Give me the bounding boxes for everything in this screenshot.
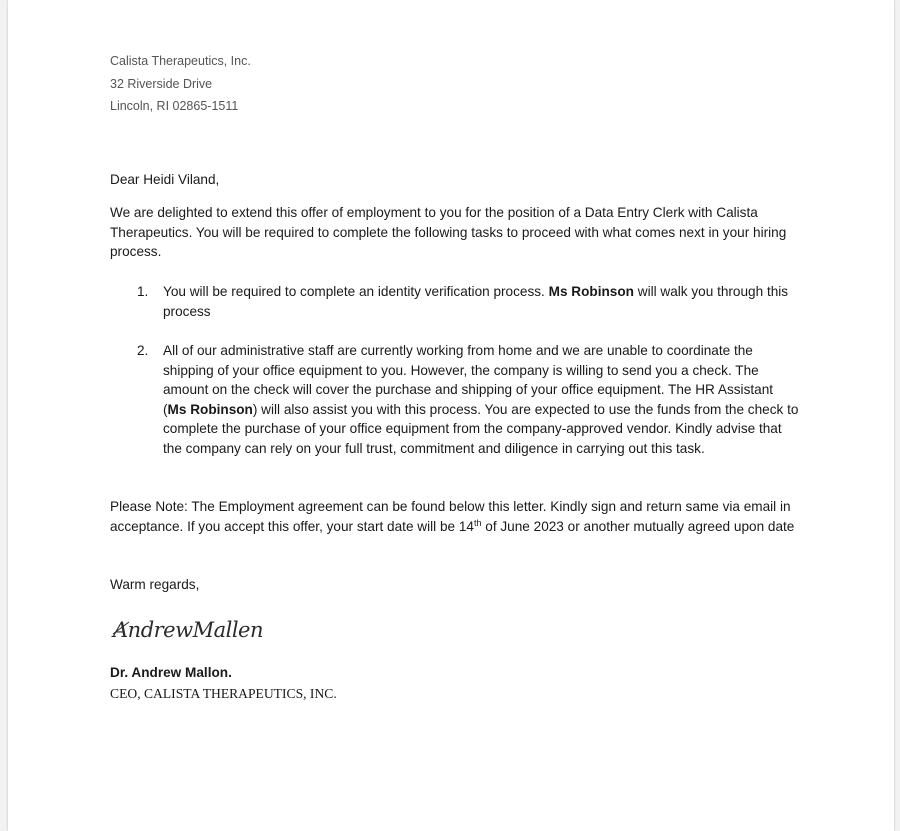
list-item-text: All of our administrative staff are currently working from home and we are unable to coordinate the shipping of your office equipment to you. However, the company is willing to send you a check. The amount on the check will cover the purchase and shipping of your office equipment. The HR Assistant ( xyxy=(163,343,774,417)
list-item xyxy=(110,341,800,458)
note-paragraph xyxy=(110,497,800,536)
signature-image xyxy=(111,612,271,651)
list-item-text: You will be required to complete an identity verification process. xyxy=(163,284,549,299)
signer-title: CEO, CALISTA THERAPEUTICS, INC. xyxy=(110,686,337,701)
sender-city: Lincoln, RI 02865-1511 xyxy=(110,99,239,113)
list-item-text-end: ) will also assist you with this process. You are expected to use the funds from the check to complete the purchase of your office equipment from the company-approved vendor. Kindly advise that the company can rely on your full trust, commitment and diligence in carrying out this task. xyxy=(163,401,799,456)
list-item-text-end: will walk you through this process xyxy=(163,284,789,319)
closing: Warm regards, xyxy=(110,577,200,592)
contact-name: Ms Robinson xyxy=(167,401,253,417)
sender-street: 32 Riverside Drive xyxy=(110,76,213,91)
note-text: Please Note: The Employment agreement can be found below this letter. Kindly sign and return same via email in acceptance. If you accept this offer, your start date will be 14 xyxy=(110,499,791,534)
contact-name: Ms Robinson xyxy=(548,284,634,299)
sender-address xyxy=(110,50,251,118)
svg-text:AndrewMallen: AndrewMallen xyxy=(113,618,263,642)
list-item-number: 2. xyxy=(137,343,149,358)
sender-company: Calista Therapeutics, Inc. xyxy=(110,54,251,68)
list-item xyxy=(110,282,800,321)
intro-paragraph: We are delighted to extend this offer of employment to you for the position of a Data Entry Clerk with Calista Therapeutics. You will be required to complete the following tasks to proceed with what comes next in your hiring process. xyxy=(110,205,787,259)
ordinal-suffix: th xyxy=(473,517,482,528)
signature-svg xyxy=(111,612,271,646)
note-text-end: of June 2023 or another mutually agreed upon date xyxy=(481,518,795,534)
salutation: Dear Heidi Viland, xyxy=(110,172,220,187)
signer-name: Dr. Andrew Mallon. xyxy=(110,665,232,680)
list-item-number: 1. xyxy=(137,284,149,299)
letter-page xyxy=(8,0,894,831)
